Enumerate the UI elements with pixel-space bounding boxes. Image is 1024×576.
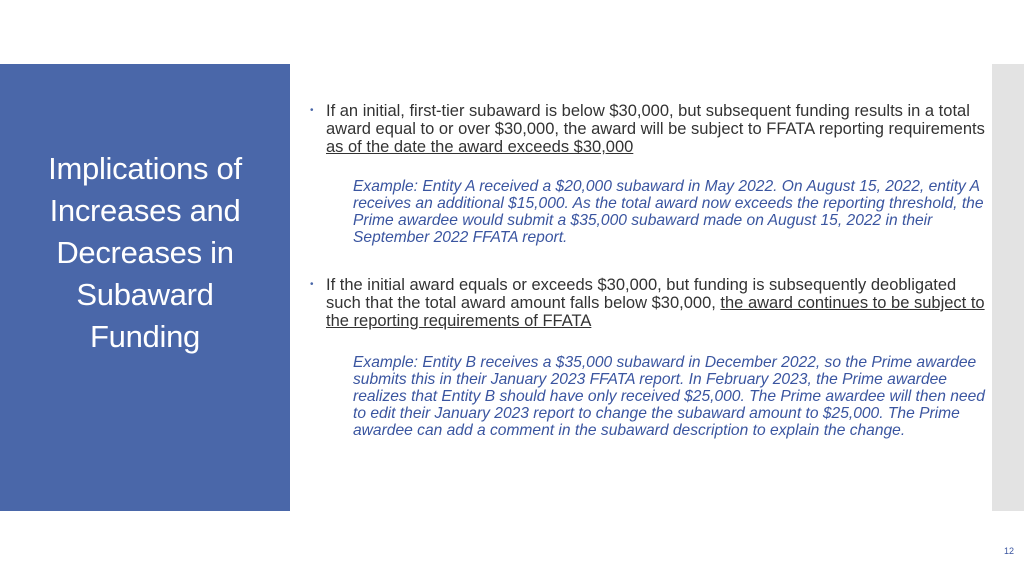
bullet-dot-icon: •: [310, 279, 314, 290]
title-panel: [0, 64, 290, 511]
example-2: Example: Entity B receives a $35,000 subaward in December 2022, so the Prime awardee submits this in their January 2023 FFATA report. In February 2023, the Prime awardee realizes that Entity B should have only received $25,000. The Prime awardee will then need to edit their January 2023 report to change the subaward amount to $25,000. The Prime awardee can add a comment in the subaward description to explain the change.: [353, 354, 985, 439]
slide-title: Implications of Increases and Decreases in Subaward Funding: [48, 150, 242, 354]
bullet-2-text: If the initial award equals or exceeds $30,000, but funding is subsequently deobligated such that the total award amount falls below $30,000,: [326, 276, 957, 312]
slide-content: [306, 102, 986, 439]
bullet-1-underlined-text: as of the date the award exceeds $30,000: [326, 138, 634, 156]
bullet-item-1: [306, 102, 986, 156]
right-decorative-strip: [992, 64, 1024, 511]
bullet-dot-icon: •: [310, 105, 314, 116]
bullet-item-2: [306, 276, 986, 330]
page-number: 12: [1003, 546, 1014, 556]
bullet-1-text: If an initial, first-tier subaward is below $30,000, but subsequent funding results in a total award equal to or over $30,000, the award will be subject to FFATA reporting requirements: [326, 102, 985, 138]
example-1: Example: Entity A received a $20,000 subaward in May 2022. On August 15, 2022, entity A receives an additional $15,000. As the total award now exceeds the reporting threshold, the Prime awardee would submit a $35,000 subaward made on August 15, 2022 in their September 2022 FFATA report.: [353, 178, 984, 246]
bullet-2-underlined-text: the award continues to be subject to the reporting requirements of FFATA: [326, 294, 985, 330]
